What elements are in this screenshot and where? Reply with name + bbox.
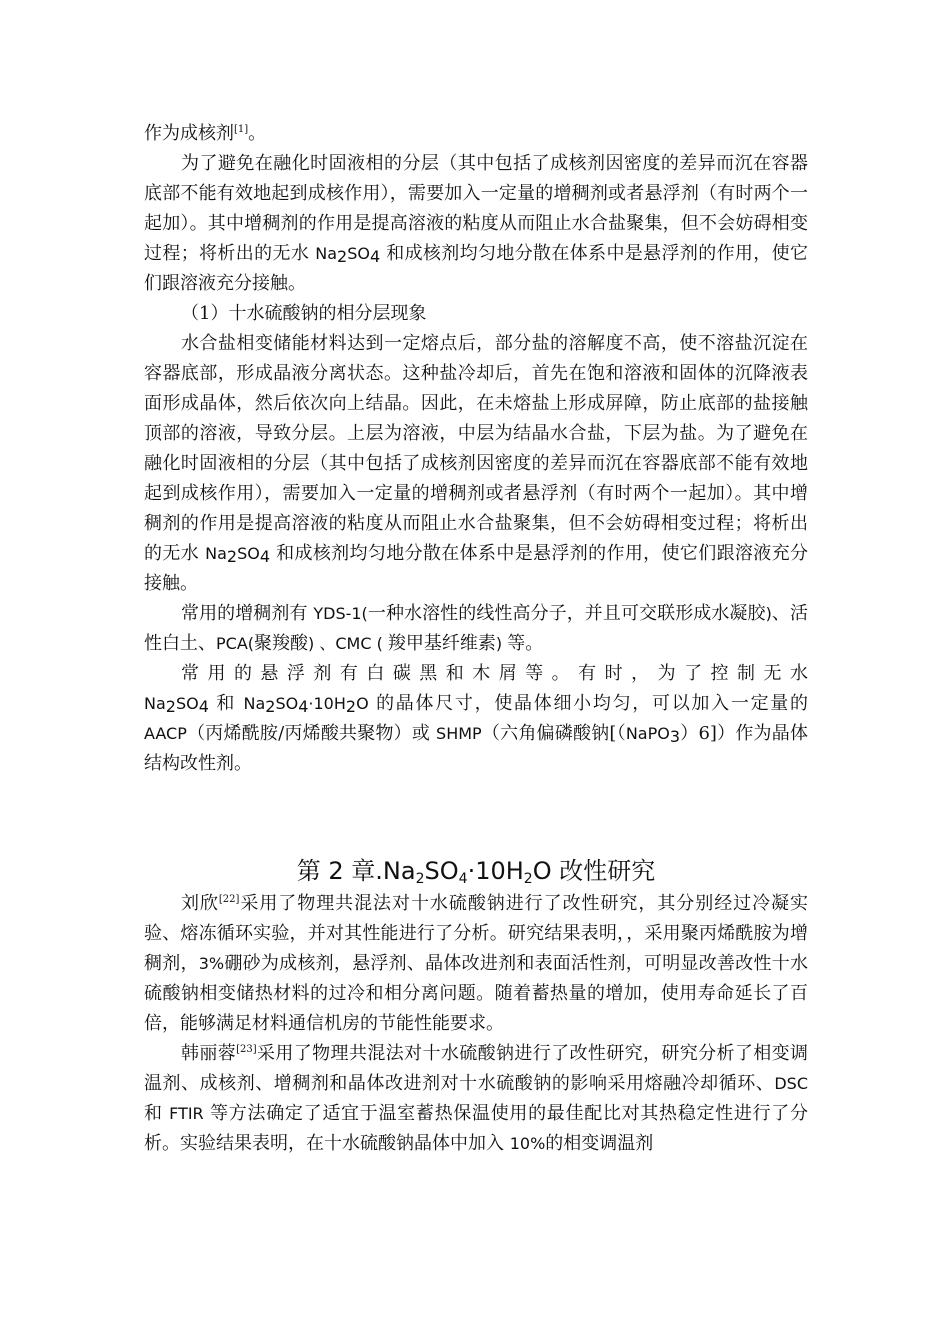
latin-text: AACP: [144, 724, 187, 743]
latin-text: PCA(: [216, 634, 255, 653]
formula-text: NaPO: [625, 724, 670, 743]
formula-text: ·10H: [308, 694, 346, 713]
paragraph-4: [144, 329, 808, 599]
text: 和成核剂均匀地分散在体系中是悬浮剂的作用，使它们跟溶液充分接触。: [144, 243, 808, 294]
text: 等。: [507, 633, 544, 654]
paragraph-1: [144, 119, 808, 149]
subscript: 2: [415, 871, 425, 887]
text: 的相变调温剂: [545, 1133, 654, 1154]
formula-text: SO: [237, 544, 260, 563]
latin-text: ): [765, 604, 772, 623]
formula-text: SO: [175, 694, 199, 713]
latin-text: 10%: [509, 1134, 546, 1153]
text: 改性研究: [551, 857, 656, 885]
subsection-title: [144, 299, 808, 329]
subscript: 2: [337, 247, 348, 266]
citation-ref: [22]: [218, 894, 240, 905]
formula-text: O: [356, 694, 369, 713]
formula-text: Na: [205, 544, 227, 563]
text: 硼砂为成核剂，悬浮剂、晶体改进剂和表面活性剂，可明显改善改性十水硫酸钠相变储热材料的过冷和相分离问题。随着蓄热量的增加，使用寿命延长了百倍，能够满足材料通信机房的节能性能要求。: [144, 953, 809, 1034]
subscript: 2: [226, 547, 238, 566]
subscript: 4: [198, 697, 209, 716]
paragraph-5: [144, 599, 808, 659]
text: 为了避免在融化时固液相的分层（其中包括了成核剂因密度的差异而沉在容器底部不能有效地起到成核作用），需要加入一定量的增稠剂或者悬浮剂（有时两个一起加）。其中增稠剂的作用是提高溶液的粘度从而阻止水合盐聚集，但不会妨碍相变过程；将析出的无水: [144, 153, 808, 264]
subscript: 4: [298, 697, 309, 716]
text: （丙烯酰胺/丙烯酸共聚物）或: [186, 723, 437, 744]
text: 和成核剂均匀地分散在体系中是悬浮剂的作用，使它们跟溶液充分接触。: [144, 543, 808, 594]
formula-text: Na: [382, 857, 416, 885]
subscript: 2: [165, 697, 176, 716]
latin-text: DSC: [774, 1074, 808, 1093]
document-body: [144, 119, 808, 1159]
citation-ref: [23]: [236, 1044, 257, 1055]
text: 聚羧酸: [254, 633, 309, 654]
subscript: 2: [523, 871, 533, 887]
paragraph-8: [144, 1039, 808, 1159]
formula-text: Na: [315, 244, 338, 263]
chapter-heading: [144, 853, 808, 889]
text: 、活性白土、: [144, 603, 808, 654]
text: 羧甲基纤维素: [387, 633, 496, 654]
subscript: 4: [259, 547, 271, 566]
text: 韩丽蓉: [181, 1043, 237, 1064]
subscript: 4: [458, 871, 468, 887]
subscript: 2: [345, 697, 357, 716]
subscript: 4: [369, 247, 381, 266]
latin-text: ) 、CMC (: [308, 634, 388, 653]
text: 和: [144, 1103, 170, 1124]
paragraph-6: [144, 659, 808, 779]
latin-text: 3%: [198, 954, 225, 973]
text: （六角偏磷酸钠[（: [481, 723, 626, 744]
latin-text: YDS-1(: [313, 604, 368, 623]
formula-text: ·10H: [467, 857, 524, 885]
formula-text: SO: [275, 694, 299, 713]
text: 作为成核剂: [144, 123, 234, 144]
text: 采用了物理共混法对十水硫酸钠进行了改性研究，研究分析了相变调温剂、成核剂、增稠剂和晶体改进剂对十水硫酸钠的影响采用熔融冷却循环、: [144, 1043, 809, 1094]
text: 等方法确定了适宜于温室蓄热保温使用的最佳配比对其热稳定性进行了分析。实验结果表明，在十水硫酸钠晶体中加入: [144, 1103, 808, 1154]
formula-text: Na: [243, 694, 266, 713]
text: 和: [208, 693, 244, 714]
latin-text: FTIR: [169, 1104, 204, 1123]
subscript: 3: [669, 727, 681, 746]
text: 采用了物理共混法对十水硫酸钠进行了改性研究，其分别经过冷凝实验、熔冻循环实验，并对其性能进行了分析。研究结果表明，，采用聚丙烯酰胺为增稠剂，: [144, 893, 808, 974]
text: 常 用 的 悬 浮 剂 有 白 碳 黑 和 木 屑 等 。 有 时 ， 为 了 控 制 无 水: [181, 663, 808, 684]
formula-text: SO: [424, 857, 459, 885]
formula-text: SO: [347, 244, 370, 263]
text: 刘欣: [181, 893, 219, 914]
latin-text: ): [495, 634, 508, 653]
subscript: 2: [265, 697, 276, 716]
paragraph-2: [144, 149, 808, 299]
text: ）6]）作为晶体结构改性剂。: [144, 723, 808, 774]
formula-text: O: [532, 857, 552, 885]
text: 第 2 章.: [296, 857, 383, 885]
text: 常用的增稠剂有: [181, 603, 314, 624]
text: 一种水溶性的线性高分子，并且可交联形成水凝胶: [367, 603, 766, 624]
formula-text: Na: [144, 694, 166, 713]
text: 的晶体尺寸，使晶体细小均匀，可以加入一定量的: [368, 693, 808, 714]
latin-text: SHMP: [436, 724, 482, 743]
citation-ref: [1]: [234, 124, 249, 135]
text: 。: [248, 123, 267, 144]
text: （1）十水硫酸钠的相分层现象: [181, 303, 427, 324]
paragraph-7: [144, 889, 808, 1039]
text: 水合盐相变储能材料达到一定熔点后，部分盐的溶解度不高，使不溶盐沉淀在容器底部，形成晶液分离状态。这种盐冷却后，首先在饱和溶液和固体的沉降液表面形成晶体，然后依次向上结晶。因此，在未熔盐上形成屏障，防止底部的盐接触顶部的溶液，导致分层。上层为溶液，中层为结晶水合盐，下层为盐。为了避免在融化时固液相的分层（其中包括了成核剂因密度的差异而沉在容器底部不能有效地起到成核作用），需要加入一定量的增稠剂或者悬浮剂（有时两个一起加）。其中增稠剂的作用是提高溶液的粘度从而阻止水合盐聚集，但不会妨碍相变过程；将析出的无水: [144, 333, 808, 564]
